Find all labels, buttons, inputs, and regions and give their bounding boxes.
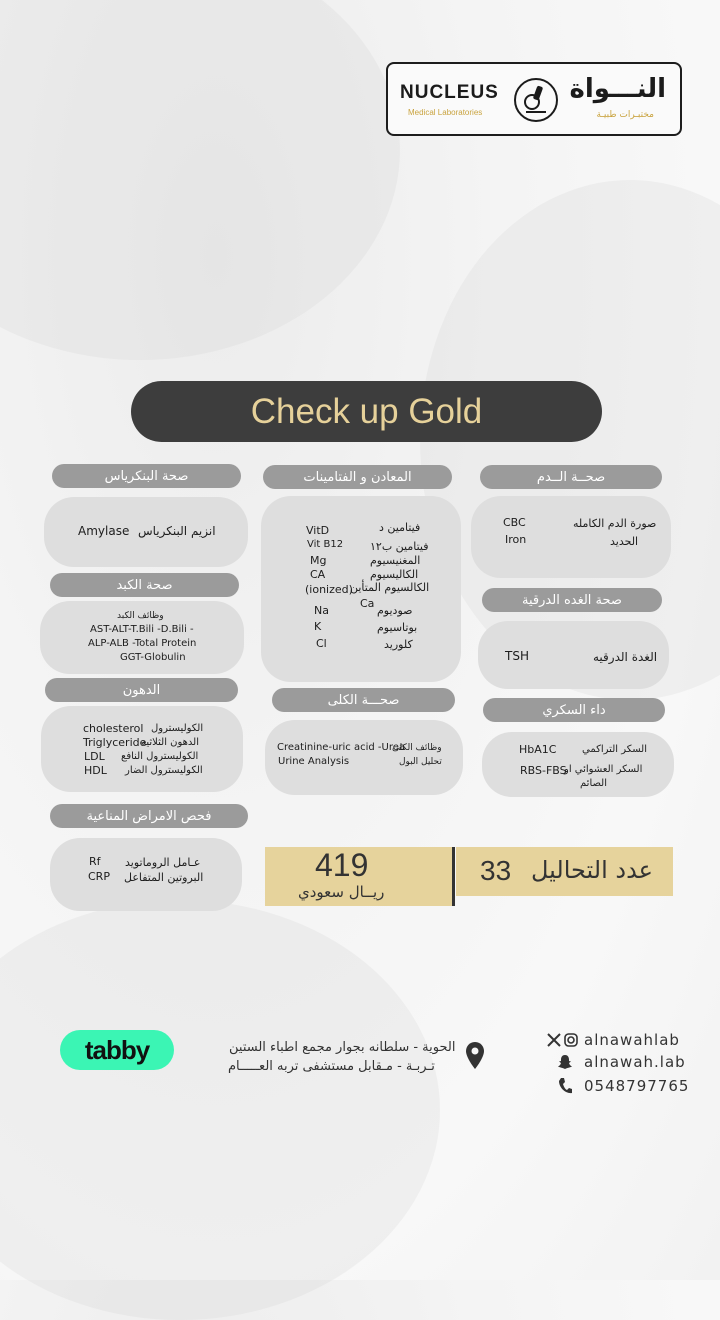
test-en: Creatinine-uric acid -Urea xyxy=(277,742,406,753)
count-box xyxy=(456,847,673,896)
test-en: K xyxy=(314,620,322,633)
microscope-icon xyxy=(514,78,558,122)
test-ar: صورة الدم الكامله xyxy=(573,517,657,530)
test-ar: بوتاسيوم xyxy=(377,621,418,634)
test-ar: الكوليسترول الضار xyxy=(125,765,203,776)
liver-header: صحة الكبد xyxy=(50,573,239,597)
test-en: Ca xyxy=(360,597,375,610)
test-ar: كلوريد xyxy=(384,638,413,651)
logo-subtitle-en: Medical Laboratories xyxy=(408,108,483,117)
test-en: TSH xyxy=(505,649,529,663)
thyroid-card xyxy=(478,621,669,689)
immune-card xyxy=(50,838,242,911)
test-ar: الغدة الدرقيه xyxy=(593,650,658,664)
lipids-card xyxy=(41,706,243,792)
test-en: LDL xyxy=(84,750,105,763)
tabby-label: tabby xyxy=(84,1034,150,1065)
liver-card xyxy=(40,601,244,674)
liver-tests-line: ALP-ALB -Total Protein xyxy=(88,638,197,649)
test-ar: الكوليسترول xyxy=(151,723,204,734)
test-en: Iron xyxy=(505,533,527,546)
divider xyxy=(452,847,455,906)
test-en: cholesterol xyxy=(83,722,144,735)
test-en: Urine Analysis xyxy=(278,756,350,767)
social-handle: alnawahlab xyxy=(584,1031,680,1049)
background-shape xyxy=(0,900,440,1320)
test-ar: السكر التراكمي xyxy=(582,744,647,755)
test-en: (ionized) xyxy=(305,583,353,596)
test-ar: الصائم xyxy=(580,778,607,789)
kidney-header: صحـــة الكلى xyxy=(272,688,455,712)
snapchat-icon xyxy=(557,1054,573,1070)
price-value: 419 xyxy=(315,847,369,883)
test-ar: المغنيسيوم xyxy=(370,554,421,567)
background-shape xyxy=(0,0,400,360)
blood-header: صحــة الــدم xyxy=(480,465,662,489)
test-ar: فيتامين د xyxy=(379,521,421,534)
kidney-card xyxy=(265,720,463,795)
test-en: CRP xyxy=(88,870,110,883)
price-box xyxy=(265,847,453,906)
test-en: Mg xyxy=(310,554,327,567)
pancreas-header: صحة البنكرياس xyxy=(52,464,241,488)
test-ar: الحديد xyxy=(610,535,639,548)
test-ar: الكالسيوم المتأين xyxy=(350,581,430,594)
social-handle: alnawah.lab xyxy=(584,1053,686,1071)
test-en: VitD xyxy=(306,524,330,537)
address-line-2: تـربـة - مـقابل مستشفى تربه العـــــام xyxy=(228,1059,435,1074)
minerals-header: المعادن و الفتامينات xyxy=(263,465,452,489)
diabetes-header: داء السكري xyxy=(483,698,665,722)
test-en: Vit B12 xyxy=(307,539,344,550)
tabby-logo xyxy=(60,1030,174,1070)
test-ar: السكر العشوائي او xyxy=(564,764,643,775)
logo xyxy=(386,62,682,136)
test-ar: عـامل الروماتويد xyxy=(125,856,201,869)
phone-number: 0548797765 xyxy=(584,1077,690,1095)
logo-name-ar: النـــواة xyxy=(569,74,666,104)
phone-icon xyxy=(557,1077,573,1095)
test-en: CA xyxy=(310,568,326,581)
test-ar: تحليل البول xyxy=(399,757,442,767)
test-ar: صوديوم xyxy=(377,604,413,617)
thyroid-header: صحة الغده الدرقية xyxy=(482,588,662,612)
liver-tests-line: AST-ALT-T.Bili -D.Bili - xyxy=(90,624,194,635)
test-ar: انزيم البنكرياس xyxy=(138,524,216,538)
location-pin-icon xyxy=(465,1041,485,1071)
test-en: HbA1C xyxy=(519,743,557,756)
test-ar: وظائف الكلى xyxy=(392,743,442,753)
page-title: Check up Gold xyxy=(250,391,483,431)
immune-header: فحص الامراض المناعية xyxy=(50,804,248,828)
test-en: Cl xyxy=(316,637,327,650)
blood-card xyxy=(471,496,671,578)
count-value: 33 xyxy=(480,855,512,886)
test-ar: الكوليسترول النافع xyxy=(121,751,199,762)
test-en: CBC xyxy=(503,516,526,529)
liver-tests-line: وظائف الكبد xyxy=(117,611,164,621)
test-en: Na xyxy=(314,604,329,617)
test-ar: الكاليسيوم xyxy=(370,568,419,581)
test-ar: فيتامين ب١٢ xyxy=(370,540,429,553)
title-banner xyxy=(131,381,602,442)
test-ar: الدهون الثلاثيه xyxy=(141,737,200,748)
liver-tests-line: GGT-Globulin xyxy=(120,652,186,663)
lipids-header: الدهون xyxy=(45,678,238,702)
test-en: RBS-FBS xyxy=(520,764,567,777)
test-ar: البروتين المتفاعل xyxy=(124,871,204,884)
x-icon xyxy=(547,1032,561,1046)
test-en: Rf xyxy=(89,855,101,868)
test-en: HDL xyxy=(84,764,107,777)
count-label: عدد التحاليل xyxy=(531,856,653,884)
instagram-icon xyxy=(564,1032,578,1046)
diabetes-card xyxy=(482,732,674,797)
test-en: Triglyceride xyxy=(83,736,147,749)
price-currency: ريــال سعودي xyxy=(298,883,385,901)
pancreas-card xyxy=(44,497,248,567)
address-line-1: الحوية - سلطانه بجوار مجمع اطباء الستين xyxy=(229,1040,456,1055)
logo-name-en: NUCLEUS xyxy=(400,82,499,103)
test-en: Amylase xyxy=(78,524,130,538)
logo-subtitle-ar: مختبـرات طبيـة xyxy=(596,110,654,120)
minerals-card xyxy=(261,496,461,682)
